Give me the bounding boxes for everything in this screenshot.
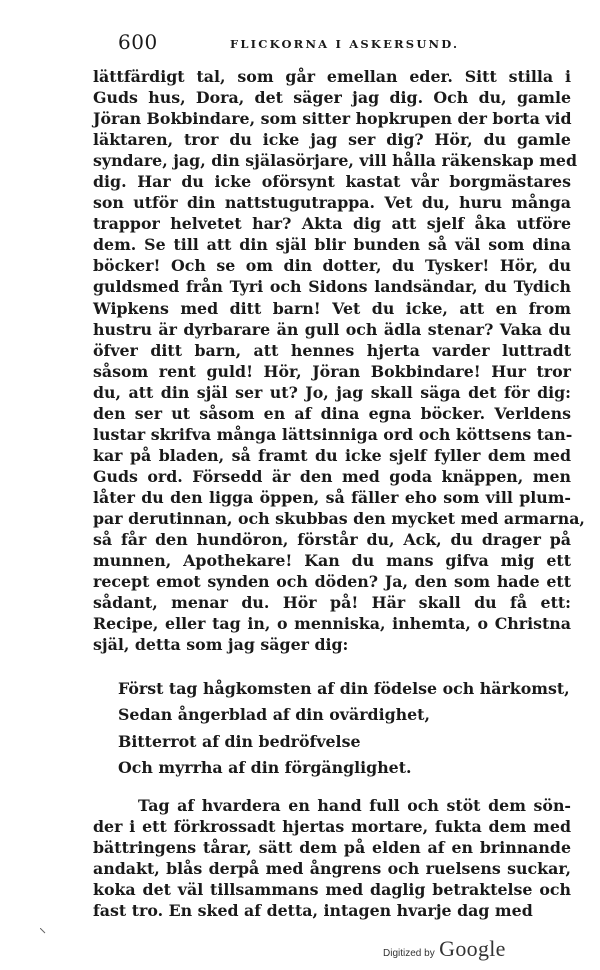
text-line: Wipkens med ditt barn! Vet du icke, att en from <box>93 298 571 318</box>
text-line: der i ett förkrossadt hjertas mortare, fukta dem med <box>93 817 571 837</box>
page-number: 600 <box>118 30 158 54</box>
text-line: böcker! Och se om din dotter, du Tysker! Hör, du <box>93 256 571 276</box>
body-paragraph-1 <box>93 66 585 655</box>
text-line: koka det väl tillsammans med daglig betraktelse och <box>93 880 571 900</box>
digitized-prefix: Digitized by <box>383 948 435 959</box>
text-line: syndare, jag, din själasörjare, vill hålla räkenskap med <box>93 151 578 171</box>
text-line: hustru är dyrbarare än gull och ädla stenar? Vaka du <box>93 319 571 339</box>
text-line: fast tro. En sked af detta, intagen hvarje dag med <box>93 901 533 921</box>
text-line: Recipe, eller tag in, o menniska, inhemta, o Christna <box>93 614 571 634</box>
text-line: trappor helvetet har? Akta dig att sjelf åka utföre <box>93 214 571 234</box>
body-paragraph-2 <box>93 795 571 921</box>
text-line: så får den hundöron, förstår du, Ack, du drager på <box>93 530 571 550</box>
text-line: öfver ditt barn, att hennes hjerta varder luttradt <box>93 340 571 360</box>
verse-line: Först tag hågkomsten af din födelse och härkomst, <box>118 679 570 698</box>
text-line: sådant, menar du. Hör på! Här skall du få ett: <box>93 593 571 613</box>
text-line: recept emot synden och döden? Ja, den som hade ett <box>93 572 571 592</box>
text-line: Jöran Bokbindare, som sitter hopkrupen der borta vid <box>93 109 572 129</box>
text-line: läktaren, tror du icke jag ser dig? Hör, du gamle <box>93 130 571 150</box>
text-line: dig. Har du icke oförsynt kastat vår borgmästares <box>93 172 571 192</box>
text-line: Tag af hvardera en hand full och stöt dem sön- <box>138 796 571 815</box>
text-line: bättringens tårar, sätt dem på elden af en brinnande <box>93 838 571 858</box>
verse-block <box>118 676 578 781</box>
text-line: son utför din nattstugutrappa. Vet du, huru många <box>93 193 571 213</box>
digitized-watermark <box>383 936 506 962</box>
verse-line: Och myrrha af din förgänglighet. <box>118 757 412 777</box>
text-line: låter du den ligga öppen, så fäller eho som vill plum- <box>93 487 571 507</box>
text-line: munnen, Apothekare! Kan du mans gifva mig ett <box>93 551 571 571</box>
text-line: guldsmed från Tyri och Sidons landsändar, du Tydich <box>93 277 571 297</box>
text-line: lättfärdigt tal, som går emellan eder. Sitt stilla i <box>93 67 571 86</box>
text-line: andakt, blås derpå med ångrens och ruelsens suckar, <box>93 859 571 879</box>
verse-line: Bitterrot af din bedröfvelse <box>118 731 361 751</box>
running-head: FLICKORNA I ASKERSUND. <box>230 37 460 51</box>
text-line: kar på bladen, så framt du icke sjelf fyller dem med <box>93 445 571 465</box>
text-line: den ser ut såsom en af dina egna böcker. Verldens <box>93 403 571 423</box>
google-logo: Google <box>439 936 506 961</box>
text-line: par derutinnan, och skubbas den mycket med armarna, <box>93 508 585 528</box>
text-line: såsom rent guld! Hör, Jöran Bokbindare! Hur tror <box>93 361 571 381</box>
text-line: du, att din själ ser ut? Jo, jag skall säga det för dig: <box>93 382 571 402</box>
text-line: dem. Se till att din själ blir bunden så väl som dina <box>93 235 571 255</box>
text-line: lustar skrifva många lättsinniga ord och köttsens tan- <box>93 424 573 444</box>
text-line: Guds hus, Dora, det säger jag dig. Och du, gamle <box>93 88 571 108</box>
margin-speck-icon <box>40 928 46 934</box>
text-line: Guds ord. Försedd är den med goda knäppen, men <box>93 466 571 486</box>
text-line: själ, detta som jag säger dig: <box>93 635 349 655</box>
verse-line: Sedan ångerblad af din ovärdighet, <box>118 705 430 725</box>
